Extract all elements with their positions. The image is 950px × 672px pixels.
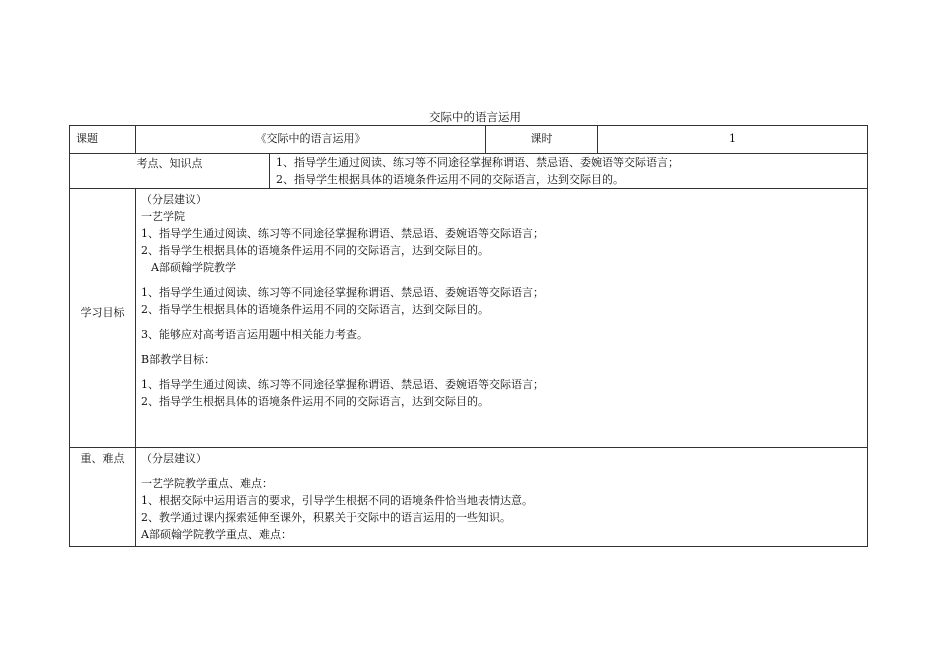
knowledge-label: 考点、知识点 <box>136 157 203 170</box>
knowledge-content-cell <box>270 154 868 189</box>
objectives-label: 学习目标 <box>80 305 125 319</box>
objectives-group1-line-2: 2、指导学生根据具体的语境条件运用不同的交际语言，达到交际目的。 <box>141 244 489 257</box>
topic-value-cell <box>136 126 486 154</box>
objectives-group2-extra: 3、能够应对高考语言运用题中相关能力考查。 <box>141 328 368 341</box>
key-points-group2-title: A部硕翰学院教学重点、难点： <box>141 528 292 541</box>
hours-label-cell <box>486 126 598 154</box>
knowledge-line-2: 2、指导学生根据具体的语境条件运用不同的交际语言，达到交际目的。 <box>276 173 624 186</box>
objectives-label-cell <box>70 189 136 448</box>
key-points-label-cell <box>70 448 136 547</box>
key-points-group1-line-1: 1、根据交际中运用语言的要求，引导学生根据不同的语境条件恰当地表情达意。 <box>141 494 533 507</box>
objectives-group2-title: A部硕翰学院教学 <box>151 261 236 274</box>
objectives-group3-title: B部教学目标： <box>141 353 216 366</box>
table-row-key-points <box>70 448 868 547</box>
document-title: 交际中的语言运用 <box>429 110 521 124</box>
lesson-plan-table <box>69 125 868 547</box>
objectives-group3-line-2: 2、指导学生根据具体的语境条件运用不同的交际语言，达到交际目的。 <box>141 395 489 408</box>
key-points-content-cell <box>136 448 868 547</box>
hours-label: 课时 <box>530 132 553 145</box>
objectives-group1-title: 一艺学院 <box>141 210 185 223</box>
hours-value-cell <box>598 126 868 154</box>
objectives-group2-line-2: 2、指导学生根据具体的语境条件运用不同的交际语言，达到交际目的。 <box>141 303 489 316</box>
topic-value: 《交际中的语言运用》 <box>255 132 366 145</box>
objectives-advice: （分层建议） <box>141 193 207 206</box>
table-row-objectives <box>70 189 868 448</box>
key-points-advice: （分层建议） <box>141 452 207 465</box>
objectives-content-cell <box>136 189 868 448</box>
objectives-group2-line-1: 1、指导学生通过阅读、练习等不同途径掌握称谓语、禁忌语、委婉语等交际语言； <box>141 286 544 299</box>
topic-label-cell <box>70 126 136 154</box>
table-row-knowledge <box>70 154 868 189</box>
topic-label: 课题 <box>76 132 98 145</box>
table-row-topic <box>70 126 868 154</box>
objectives-group1-line-1: 1、指导学生通过阅读、练习等不同途径掌握称谓语、禁忌语、委婉语等交际语言； <box>141 227 544 240</box>
knowledge-label-cell <box>70 154 270 189</box>
knowledge-line-1: 1、指导学生通过阅读、练习等不同途径掌握称谓语、禁忌语、委婉语等交际语言； <box>276 156 679 169</box>
objectives-group3-line-1: 1、指导学生通过阅读、练习等不同途径掌握称谓语、禁忌语、委婉语等交际语言； <box>141 378 544 391</box>
key-points-group1-line-2: 2、教学通过课内探索延伸至课外，积累关于交际中的语言运用的一些知识。 <box>141 511 511 524</box>
key-points-label: 重、难点 <box>80 452 125 465</box>
hours-value: 1 <box>729 132 736 145</box>
key-points-group1-title: 一艺学院教学重点、难点： <box>141 477 273 490</box>
